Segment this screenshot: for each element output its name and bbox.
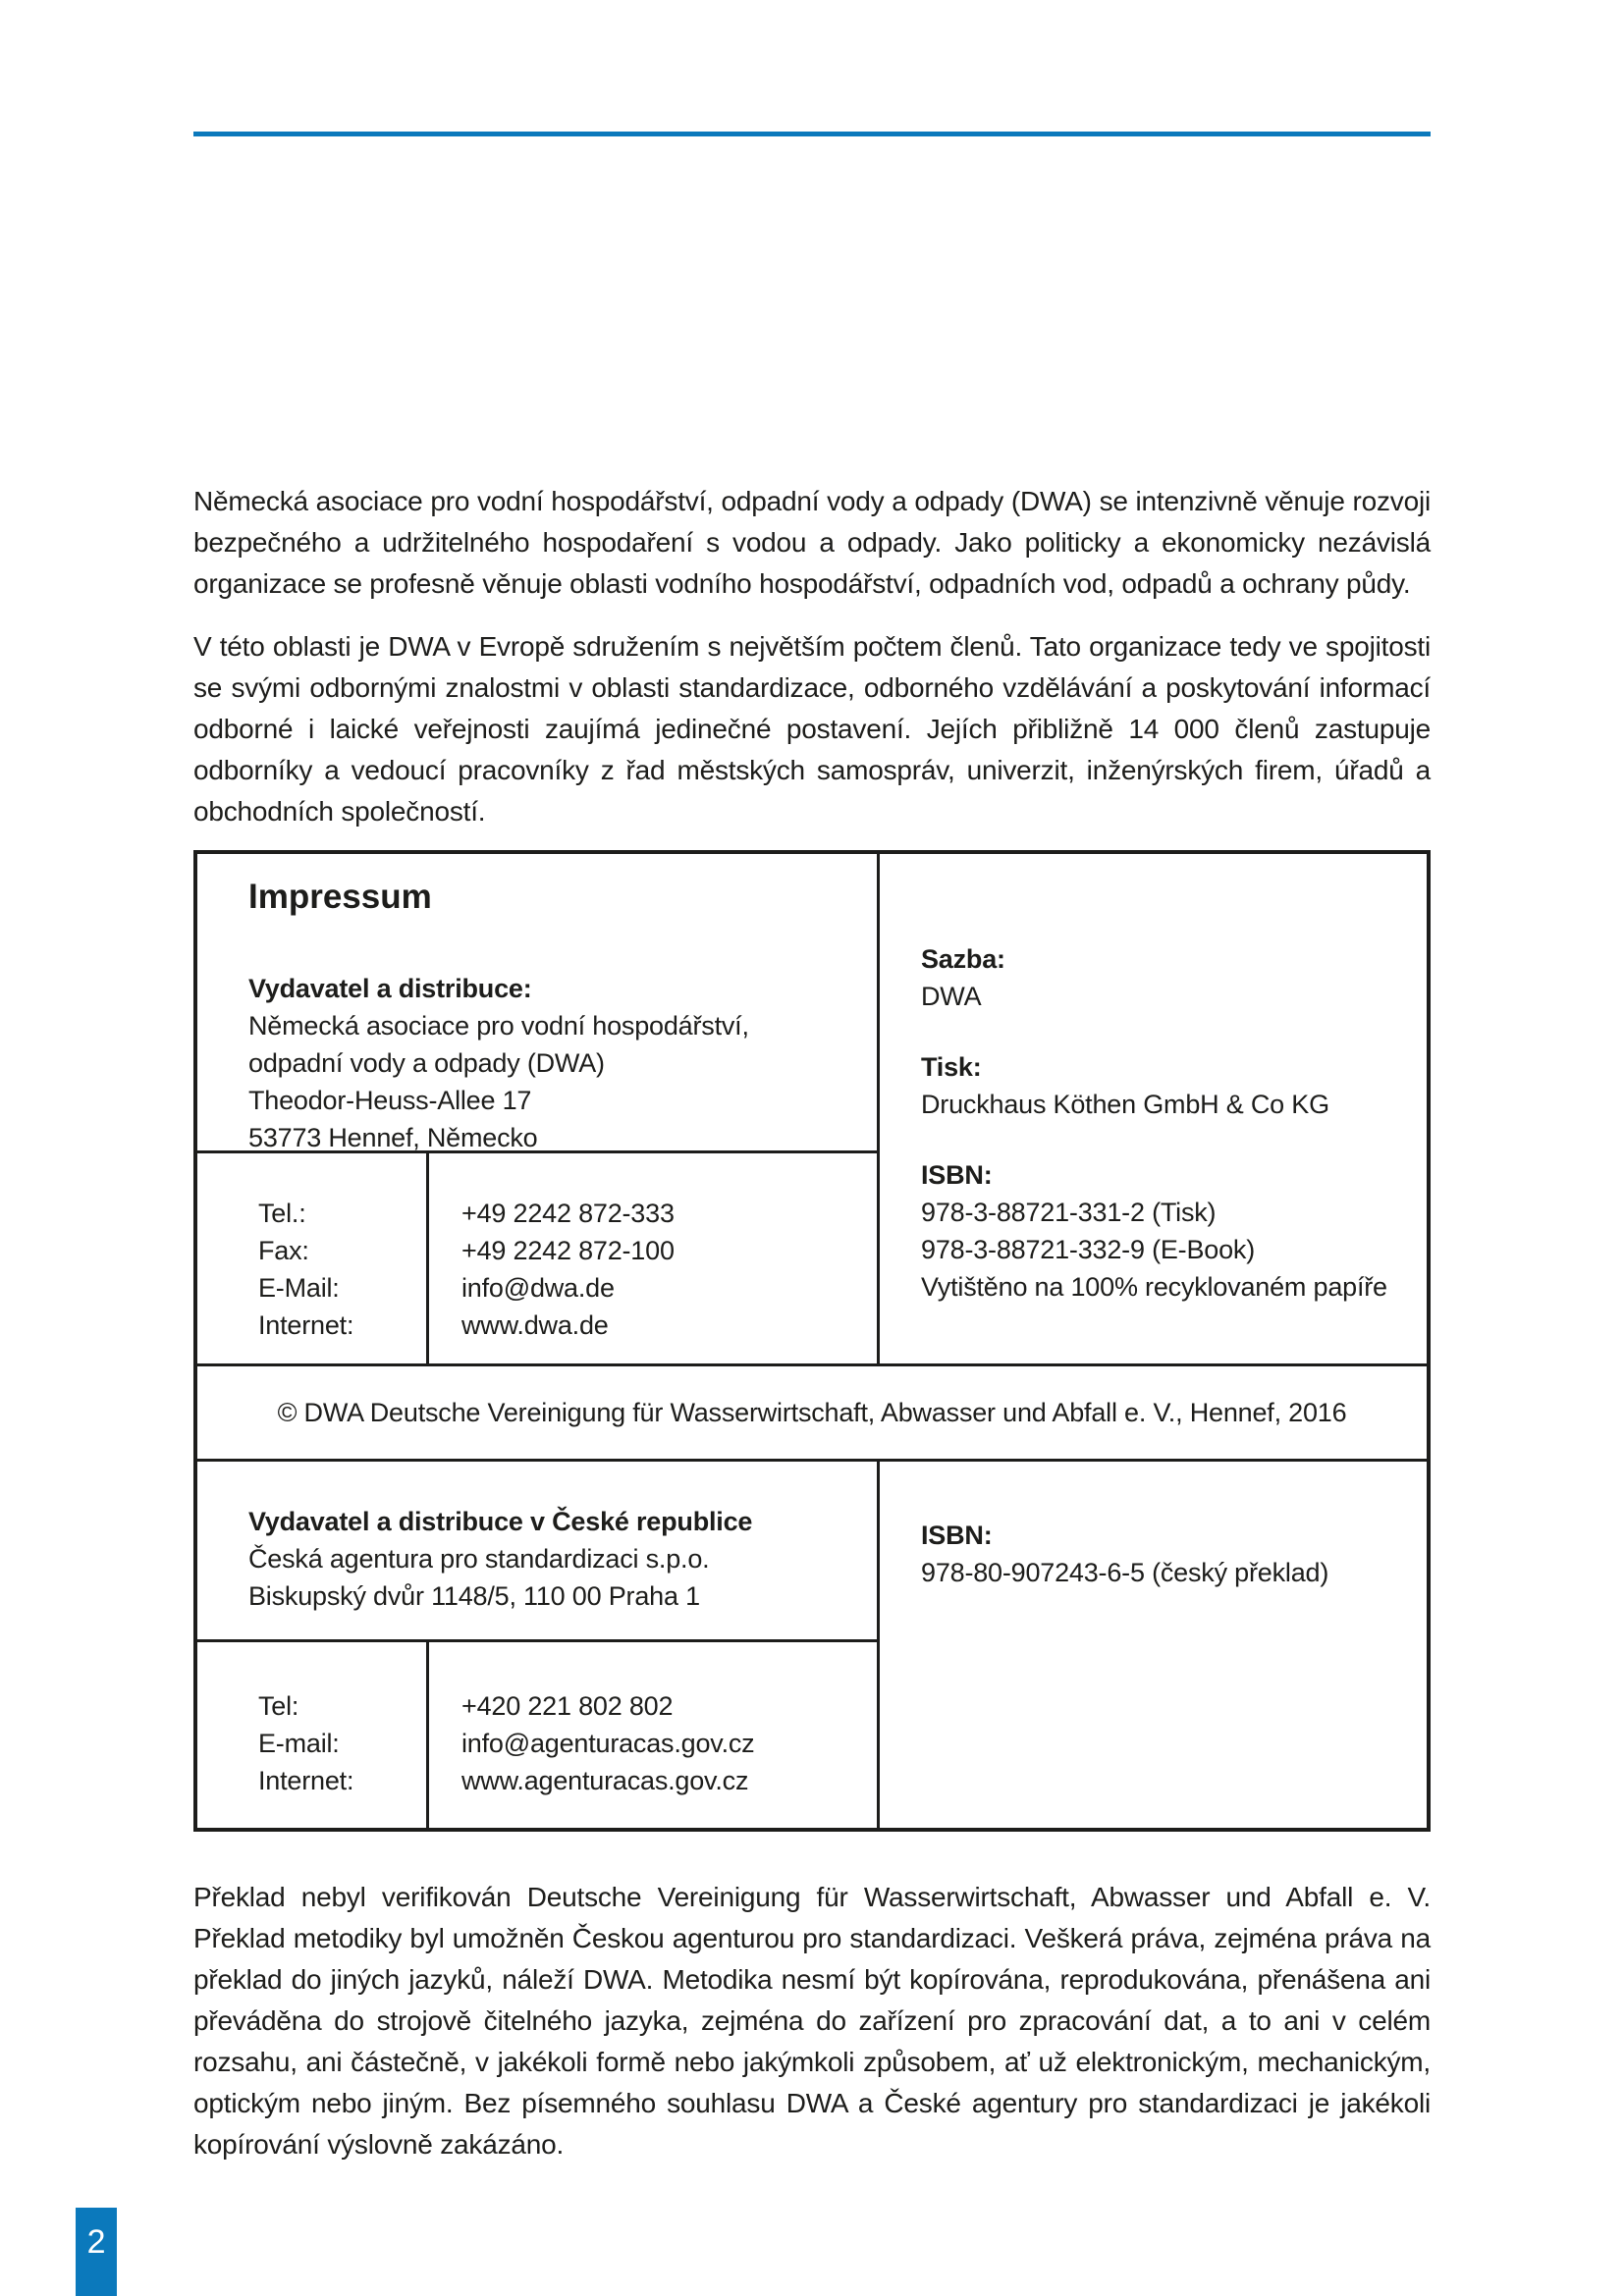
contact-table-de <box>197 1150 877 1363</box>
header-rule <box>193 132 1431 136</box>
contact-value: www.dwa.de <box>461 1310 609 1340</box>
contact-table-cz <box>197 1639 877 1828</box>
publisher-de-line: odpadní vody a odpady (DWA) <box>248 1048 605 1078</box>
tisk-heading: Tisk: <box>921 1052 982 1082</box>
tisk-value: Druckhaus Köthen GmbH & Co KG <box>921 1090 1329 1119</box>
page-number: 2 <box>86 2223 106 2261</box>
publisher-de-line: Theodor-Heuss-Allee 17 <box>248 1086 532 1115</box>
impressum-row-bottom <box>197 1462 1427 1828</box>
isbn-de-heading: ISBN: <box>921 1160 993 1190</box>
contact-de-labels <box>197 1153 429 1363</box>
isbn-cz-value: 978-80-907243-6-5 (český překlad) <box>921 1558 1329 1587</box>
isbn-de-line: 978-3-88721-332-9 (E-Book) <box>921 1235 1255 1264</box>
copyright-notice-paragraph: Překlad nebyl verifikován Deutsche Vereinigung für Wasserwirtschaft, Abwasser und Abfall e. V. Překlad metodiky byl umožněn Českou agenturou pro standardizaci. Veškerá práva, zejména práva na překlad do jiných jazyků, náleží DWA. Metodika nesmí být kopírována, reprodukována, přenášena ani převáděna do strojově čitelného jazyka, zejména do zařízení pro zpracování dat, a to ani v celém rozsahu, ani částečně, v jakékoli formě nebo jakýmkoli způsobem, ať už elektronickým, mechanickým, optickým nebo jiným. Bez písemného souhlasu DWA a České agentury pro standardizaci je jakékoli kopírování výslovně zakázáno. <box>193 1882 1431 2160</box>
publisher-de-line: 53773 Hennef, Německo <box>248 1123 538 1152</box>
contact-label: Tel: <box>258 1691 299 1721</box>
impressum-publisher-de-cell <box>197 854 877 1363</box>
publisher-cz-heading: Vydavatel a distribuce v České republice <box>248 1507 753 1536</box>
contact-label: E-Mail: <box>258 1273 340 1303</box>
publisher-cz-line: Biskupský dvůr 1148/5, 110 00 Praha 1 <box>248 1581 700 1611</box>
impressum-production-cell <box>877 854 1427 1363</box>
impressum-row-top <box>197 854 1427 1363</box>
contact-label: Fax: <box>258 1236 309 1265</box>
contact-cz-values <box>429 1642 877 1828</box>
publisher-de-line: Německá asociace pro vodní hospodářství, <box>248 1011 749 1041</box>
publisher-cz-line: Česká agentura pro standardizaci s.p.o. <box>248 1544 710 1574</box>
contact-value: +49 2242 872-333 <box>461 1199 675 1228</box>
impressum-title: Impressum <box>248 878 432 916</box>
publisher-de-heading: Vydavatel a distribuce: <box>248 974 532 1003</box>
intro-paragraph-2: V této oblasti je DWA v Evropě sdružením s největším počtem členů. Tato organizace tedy ve spojitosti se svými odbornými znalostmi v oblasti standardizace, odborného vzdělávání a poskytování informací odborné i laické veřejnosti zaujímá jedinečné postavení. Jejích přibližně 14 000 členů zastupuje odborníky a vedoucí pracovníky z řad městských samospráv, univerzit, inženýrských firem, úřadů a obchodních společností. <box>193 631 1431 827</box>
contact-label: Tel.: <box>258 1199 306 1228</box>
contact-value: info@dwa.de <box>461 1273 615 1303</box>
impressum-publisher-cz-cell <box>197 1462 877 1828</box>
isbn-de-line: 978-3-88721-331-2 (Tisk) <box>921 1198 1217 1227</box>
contact-value: +49 2242 872-100 <box>461 1236 675 1265</box>
copyright-row <box>197 1363 1427 1462</box>
contact-value: +420 221 802 802 <box>461 1691 674 1721</box>
contact-de-values <box>429 1153 877 1363</box>
sazba-value: DWA <box>921 982 982 1011</box>
contact-label: E-mail: <box>258 1729 340 1758</box>
contact-value: www.agenturacas.gov.cz <box>461 1766 749 1795</box>
contact-label: Internet: <box>258 1310 354 1340</box>
isbn-cz-heading: ISBN: <box>921 1521 993 1550</box>
contact-value: info@agenturacas.gov.cz <box>461 1729 755 1758</box>
page-number-badge <box>76 2208 117 2296</box>
contact-cz-labels <box>197 1642 429 1828</box>
intro-paragraph-1: Německá asociace pro vodní hospodářství, odpadní vody a odpady (DWA) se intenzivně věnuje rozvoji bezpečného a udržitelného hospodaření s vodou a odpady. Jako politicky a ekonomicky nezávislá organizace se profesně věnuje oblasti vodního hospodářství, odpadních vod, odpadů a ochrany půdy. <box>193 486 1431 599</box>
copyright-text: © DWA Deutsche Vereinigung für Wasserwirtschaft, Abwasser und Abfall e. V., Hennef, 2016 <box>277 1398 1347 1427</box>
contact-label: Internet: <box>258 1766 354 1795</box>
recycled-paper-note: Vytištěno na 100% recyklovaném papíře <box>921 1272 1387 1302</box>
sazba-heading: Sazba: <box>921 944 1005 974</box>
impressum-box <box>193 850 1431 1832</box>
impressum-isbn-cz-cell <box>877 1462 1427 1828</box>
